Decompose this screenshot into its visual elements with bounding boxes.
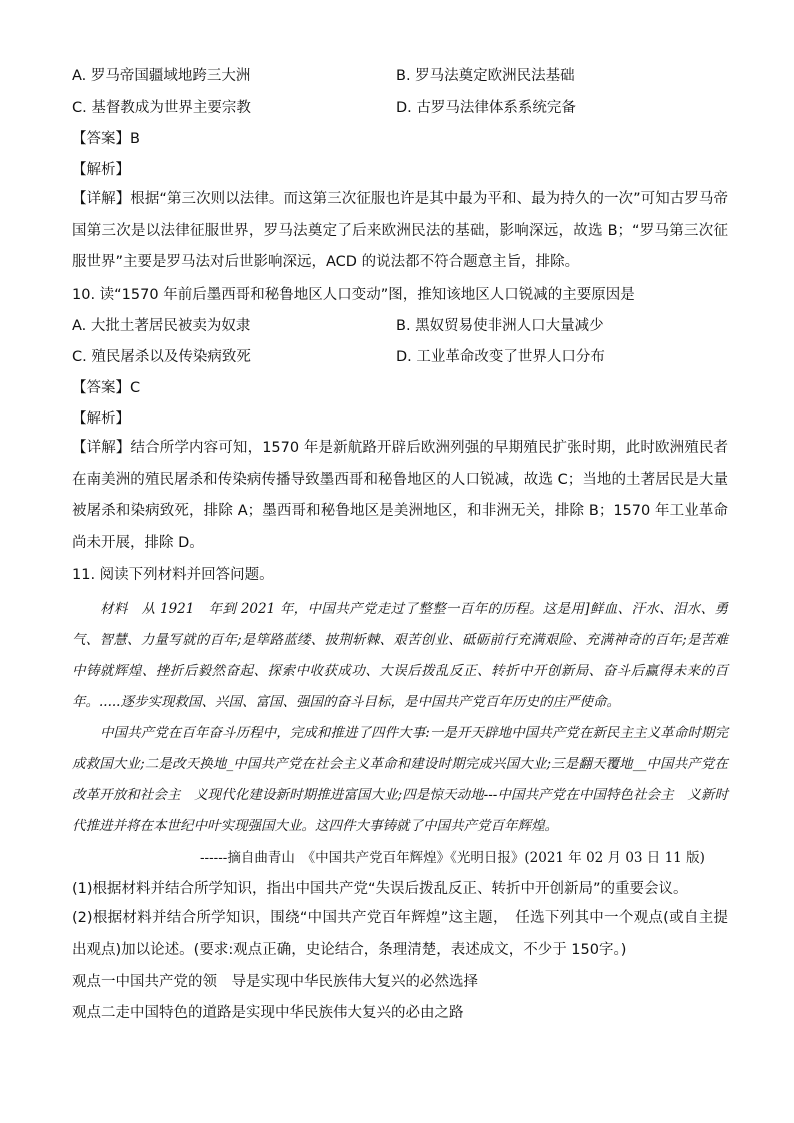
q11-stem: 11. 阅读下列材料并回答问题。 [72, 567, 274, 583]
q10-stem: 10. 读“1570 年前后墨西哥和秘鲁地区人口变动”图，推知该地区人口锐减的主要原因是 [72, 287, 635, 303]
q10-answer: 【答案】C [72, 380, 141, 396]
q9-analysis-label: 【解析】 [72, 162, 130, 178]
q10-option-a: A. 大批土著居民被卖为奴隶 [72, 318, 251, 334]
q9-detail: 【详解】根据“第三次则以法律。而这第三次征服也许是其中最为平和、最为持久的一次”可知古罗马帝国第三次是以法律征服世界，罗马法奠定了后来欧洲民法的基础，影响深远，故选 B；“罗马第三次征服世界”主要是罗马法对后世影响深远，ACD 的说法都不符合题意主旨，排除。 [72, 191, 728, 270]
q10-option-c: C. 殖民屠杀以及传染病致死 [72, 349, 251, 365]
q9-option-d: D. 古罗马法律体系系统完备 [396, 100, 576, 116]
q9-option-b: B. 罗马法奠定欧洲民法基础 [396, 68, 575, 84]
q11-viewpoint-2: 观点二走中国特色的道路是实现中华民族伟大复兴的必由之路 [72, 1005, 464, 1021]
q9-answer: 【答案】B [72, 131, 140, 147]
q11-material-paragraph-1: 材料 从 1921 年到 2021 年，中国共产党走过了整整一百年的历程。这是用]鲜血、汗水、泪水、勇气、智慧、力量写就的百年;是筚路蓝缕、披荆斩棘、艰苦创业、砥砺前行充满艰险、充满神奇的百年;是苦难中铸就辉煌、挫折后毅然奋起、探索中收获成功、大误后拨乱反正、转折中开创新局、奋斗后赢得未来的百年。.....逐步实现救国、兴国、富国、强国的奋斗目标，是中国共产党百年历史的庄严使命。 [72, 601, 728, 710]
q10-option-b: B. 黑奴贸易使非洲人口大量减少 [396, 318, 604, 334]
q11-material-paragraph-2: 中国共产党在百年奋斗历程中，完成和推进了四件大事:一是开天辟地中国共产党在新民主主义革命时期完成救国大业;二是改天换地_中国共产党在社会主义革命和建设时期完成兴国大业;三是翻天覆地__中国共产党在改革开放和社会主 义现代化建设新时期推进富国大业;四是惊天动地---中国共产党在中国特色社会主 义新时代推进并将在本世纪中叶实现强国大业。这四件大事铸就了中国共产党百年辉煌。 [72, 725, 728, 834]
q11-citation: ------摘自曲青山 《中国共产党百年辉煌》《光明日报》(2021 年 02 月 03 日 11 版) [200, 850, 705, 866]
q9-option-a: A. 罗马帝国疆域地跨三大洲 [72, 68, 251, 84]
q11-subquestion-2: (2)根据材料并结合所学知识，围绕“中国共产党百年辉煌”这主题， 任选下列其中一个观点(或自主提出观点)加以论述。(要求:观点正确，史论结合，条理清楚，表述成文，不少于 150字。) [72, 910, 728, 958]
q10-detail: 【详解】结合所学内容可知，1570 年是新航路开辟后欧洲列强的早期殖民扩张时期，此时欧洲殖民者在南美洲的殖民屠杀和传染病传播导致墨西哥和秘鲁地区的人口锐减，故选 C；当地的土著居民是大量被屠杀和染病致死，排除 A；墨西哥和秘鲁地区是美洲地区，和非洲无关，排除 B；1570 年工业革命尚未开展，排除 D。 [72, 440, 728, 551]
q11-subquestion-1: (1)根据材料并结合所学知识，指出中国共产党“失误后拨乱反正、转折中开创新局”的重要会议。 [72, 881, 688, 897]
q10-analysis-label: 【解析】 [72, 411, 130, 427]
q9-option-c: C. 基督教成为世界主要宗教 [72, 100, 251, 116]
q10-option-d: D. 工业革命改变了世界人口分布 [396, 349, 605, 365]
q11-viewpoint-1: 观点一中国共产党的领 导是实现中华民族伟大复兴的必然选择 [72, 974, 478, 990]
